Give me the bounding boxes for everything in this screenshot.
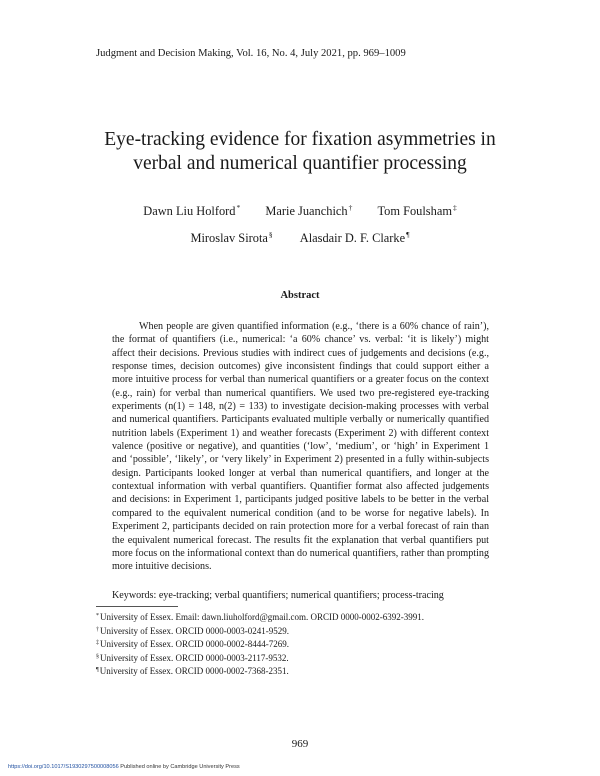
title-line: verbal and numerical quantifier processing <box>133 153 467 174</box>
journal-header: Judgment and Decision Making, Vol. 16, No. 4, July 2021, pp. 969–1009 <box>96 48 406 59</box>
footnote-text: University of Essex. ORCID 0000-0003-0241-9529. <box>100 625 289 636</box>
title-line: Eye-tracking evidence for fixation asymmetries in <box>104 129 496 150</box>
author-mark: * <box>236 203 241 212</box>
abstract-body: When people are given quantified information (e.g., ‘there is a 60% chance of rain’), the format of quantifiers (i.e., numerical: ‘a 60% chance’ vs. verbal: ‘it is likely’) might affect their decisions. Previous studies with indirect cues of judgements and decisions (e.g., response times, decision outcomes) give inconsistent findings that could support either a more intuitive process for verbal than numerical quantifiers or a greater focus on the context (e.g., rain) for verbal than numerical quantifiers. We used two pre-registered eye-tracking experiments (n(1) = 148, n(2) = 133) to investigate decision-making processes with verbal and numerical quantifiers. Participants evaluated multiple verbally or numerically quantified nutrition labels (Experiment 1) and weather forecasts (Experiment 2) with different context valence (positive or negative), and quantities (‘low’, ‘medium’, or ‘high’ in Experiment 1 and ‘possible’, ‘likely’, or ‘very likely’ in Experiment 2) presented in a fully within-subjects design. Participants looked longer at verbal than numerical quantifiers, and longer at the contextual information with verbal quantifiers. Quantifier format also affected judgements and decisions: in Experiment 1, participants judged positive labels to be better in the verbal compared to the equivalent numerical condition (and to be worse for negative labels). In Experiment 2, participants decided on rain protection more for a verbal forecast of rain than the equivalent numerical forecast. The results fit the explanation that verbal quantifiers put more focus on the informational context than do numerical quantifiers, rather than prompting more intuitive decisions. <box>112 321 489 573</box>
author-name: Dawn Liu Holford <box>143 204 236 218</box>
footnote <box>96 637 424 651</box>
footnote <box>96 610 424 624</box>
author-mark: ‡ <box>452 203 457 212</box>
footnote-mark: † <box>96 626 99 633</box>
footnote <box>96 651 424 665</box>
published-note: Published online by Cambridge University Press <box>120 764 240 770</box>
author-name: Marie Juanchich <box>265 204 348 218</box>
footnote <box>96 664 424 678</box>
author <box>190 230 272 246</box>
author-name: Alasdair D. F. Clarke <box>299 231 406 245</box>
doi-footer <box>8 764 240 770</box>
footnote-mark: * <box>96 613 99 619</box>
footnote-text: University of Essex. Email: dawn.liuholford@gmail.com. ORCID 0000-0002-6392-3991. <box>100 612 424 622</box>
author <box>265 203 352 219</box>
author <box>377 203 456 219</box>
paper-title <box>0 128 600 176</box>
author <box>300 230 410 246</box>
abstract-heading: Abstract <box>280 290 320 301</box>
footnote-text: University of Essex. ORCID 0000-0002-7368-2351. <box>99 666 289 677</box>
footnote-mark: ¶ <box>96 667 99 674</box>
author <box>143 203 240 219</box>
author-mark: † <box>348 203 353 212</box>
author-row <box>0 230 600 246</box>
footnote <box>96 624 424 638</box>
footnote-text: University of Essex. ORCID 0000-0003-2117-9532. <box>100 652 289 663</box>
author-name: Miroslav Sirota <box>190 231 268 245</box>
author-name: Tom Foulsham <box>377 204 452 218</box>
footnotes <box>96 610 424 678</box>
footnote-mark: § <box>96 653 99 660</box>
author-mark: § <box>268 230 273 239</box>
keywords: Keywords: eye-tracking; verbal quantifiers; numerical quantifiers; process-tracing <box>112 590 444 601</box>
footnote-divider <box>96 606 178 607</box>
footnote-text: University of Essex. ORCID 0000-0002-8444-7269. <box>100 639 289 650</box>
doi-link[interactable]: https://doi.org/10.1017/S1930297500008056 <box>8 764 119 770</box>
author-row <box>0 203 600 219</box>
author-mark: ¶ <box>406 230 410 239</box>
page-number: 969 <box>291 738 309 750</box>
footnote-mark: ‡ <box>96 640 99 647</box>
